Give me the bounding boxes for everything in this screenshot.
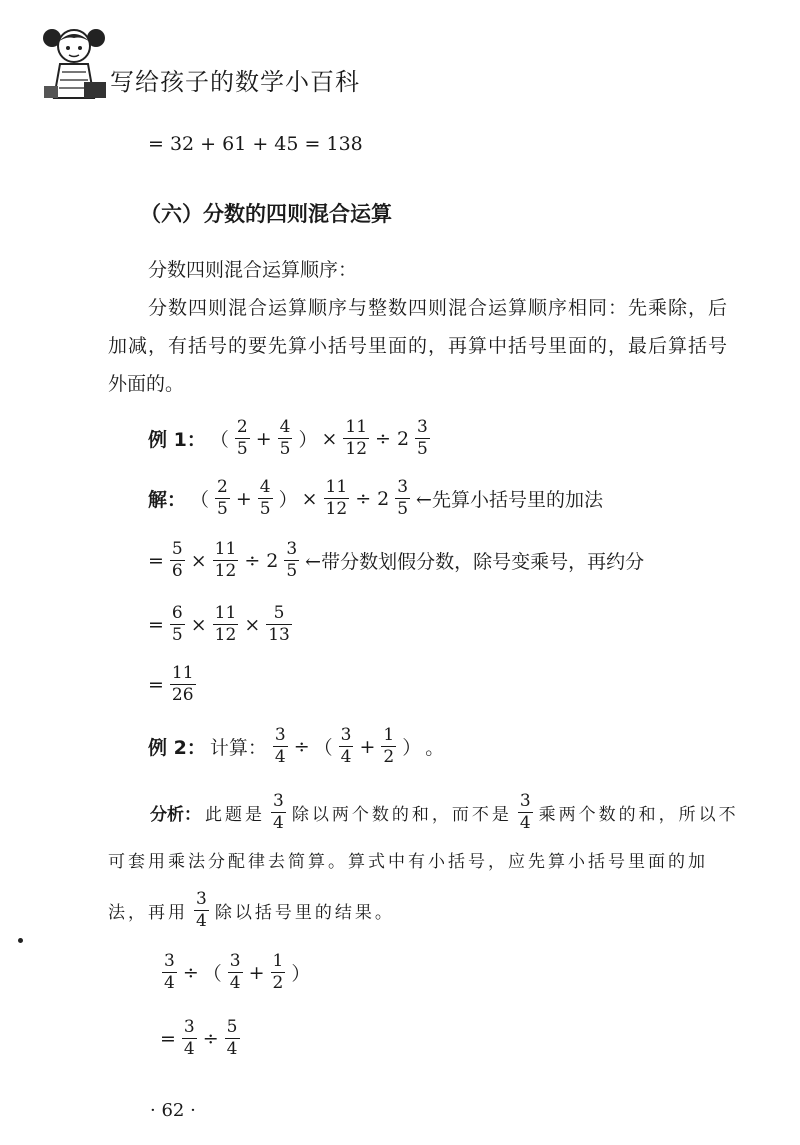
fraction: $\frac{3}{4}$ (340, 725, 352, 767)
fraction: $\frac{3}{4}$ (164, 951, 175, 993)
plus-sign: + (255, 427, 272, 450)
times-sign: × (321, 427, 338, 450)
example-2-step-2: = $\frac{3}{4}$ ÷ $\frac{5}{4}$ (160, 1017, 238, 1059)
mixed-number-whole: 2 (396, 427, 410, 450)
step-note: ←先算小括号里的加法 (416, 489, 603, 511)
fraction: $\frac{3}{5}$ (417, 417, 428, 459)
fraction: $\frac{5}{4}$ (226, 1017, 238, 1059)
fraction: $\frac{3}{5}$ (397, 477, 409, 519)
paren-open: （ (209, 429, 229, 451)
fraction: $\frac{1}{2}$ (383, 725, 395, 767)
solution-step-1: 解： （ $\frac{2}{5}$ + $\frac{4}{5}$ ） × $\frac{11}{12}$ ÷ 2 $\frac{3}{5}$ ←先算小括号里的加法 (148, 477, 603, 519)
page-number: · 62 · (150, 1100, 196, 1121)
step-note: ←带分数划假分数，除号变乘号，再约分 (305, 551, 645, 573)
fraction: $\frac{3}{4}$ (229, 951, 241, 993)
intro-line-3: 外面的。 (108, 373, 185, 395)
scan-speck (18, 938, 23, 943)
intro-line-1: 分数四则混合运算顺序与整数四则混合运算顺序相同：先乘除，后 (148, 297, 729, 319)
example-2-prompt: 计算： (209, 737, 267, 759)
fraction: $\frac{3}{4}$ (196, 889, 207, 931)
previous-calculation: = 32 + 61 + 45 = 138 (148, 133, 363, 155)
girl-mascot-illustration (38, 22, 112, 102)
fraction: $\frac{3}{4}$ (519, 791, 531, 833)
intro-heading: 分数四则混合运算顺序： (148, 259, 358, 281)
fraction: $\frac{4}{5}$ (279, 417, 291, 459)
book-title: 写给孩子的数学小百科 (110, 68, 360, 96)
example-2-label: 例 2： (148, 737, 206, 759)
fraction: $\frac{6}{5}$ (171, 603, 183, 645)
fraction: $\frac{11}{12}$ (214, 603, 237, 645)
fraction: $\frac{2}{5}$ (217, 477, 228, 519)
fraction: $\frac{4}{5}$ (259, 477, 271, 519)
fraction: $\frac{5}{13}$ (268, 603, 290, 645)
fraction: $\frac{1}{2}$ (272, 951, 284, 993)
fraction: $\frac{2}{5}$ (236, 417, 248, 459)
paren-close: ） (298, 429, 318, 451)
solution-step-3: = $\frac{6}{5}$ × $\frac{11}{12}$ × $\frac{5}{13}$ (148, 603, 290, 645)
example-1-problem (148, 418, 432, 459)
fraction: $\frac{11}{12}$ (345, 417, 368, 459)
fraction: $\frac{5}{6}$ (171, 539, 183, 581)
example-2-step-1: $\frac{3}{4}$ ÷ （ $\frac{3}{4}$ + $\frac{1}{2}$ ） (164, 951, 311, 993)
analysis-line-1: 分析： 此题是 $\frac{3}{4}$ 除以两个数的和，而不是 $\frac{3}{4}$ 乘两个数的和，所以不 (150, 791, 739, 833)
divide-sign: ÷ (375, 427, 391, 450)
analysis-line-3: 法，再用 $\frac{3}{4}$ 除以括号里的结果。 (108, 889, 395, 931)
example-1-label: 例 1： (148, 429, 206, 451)
fraction: $\frac{11}{12}$ (214, 539, 237, 581)
example-2-problem: 例 2： 计算： $\frac{3}{4}$ ÷ （ $\frac{3}{4}$ + $\frac{1}{2}$ ） 。 (148, 725, 445, 767)
solution-step-2: = $\frac{5}{6}$ × $\frac{11}{12}$ ÷ 2 $\frac{3}{5}$ ←带分数划假分数，除号变乘号，再约分 (148, 539, 645, 581)
fraction: $\frac{3}{4}$ (274, 725, 286, 767)
intro-line-2: 加减，有括号的要先算小括号里面的，再算中括号里面的，最后算括号 (108, 335, 729, 357)
fraction: $\frac{3}{5}$ (286, 539, 298, 581)
solution-label: 解： (148, 489, 187, 511)
fraction: $\frac{11}{12}$ (325, 477, 348, 519)
analysis-line-2: 可套用乘法分配律去简算。算式中有小括号，应先算小括号里面的加 (108, 852, 708, 872)
equals-sign: = (148, 549, 164, 572)
fraction: $\frac{3}{4}$ (273, 791, 284, 833)
solution-result: = $\frac{11}{26}$ (148, 663, 194, 705)
fraction: $\frac{3}{4}$ (183, 1017, 195, 1059)
fraction: $\frac{11}{26}$ (171, 663, 194, 705)
section-title: （六）分数的四则混合运算 (140, 202, 392, 226)
analysis-label: 分析： (150, 805, 201, 825)
